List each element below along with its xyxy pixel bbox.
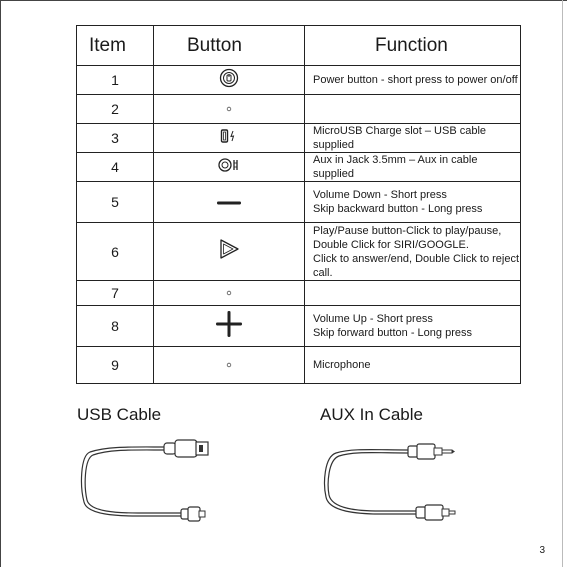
function-description: Microphone: [305, 347, 521, 384]
item-number: 9: [77, 347, 154, 384]
item-number: 4: [77, 153, 154, 182]
page-edge-top: [0, 0, 567, 1]
usb-cable-title: USB Cable: [77, 405, 162, 424]
item-number: 5: [77, 182, 154, 223]
function-description: [305, 95, 521, 124]
table-row: [77, 182, 521, 223]
table-row: [77, 66, 521, 95]
function-description: MicroUSB Charge slot – USB cable supplied: [305, 124, 521, 153]
microusb-charge-icon: [220, 128, 238, 144]
header-item: Item: [77, 26, 154, 66]
button-function-table: [76, 25, 521, 384]
play-icon: [218, 238, 240, 260]
table-row: [77, 281, 521, 306]
table-row: [77, 124, 521, 153]
table-row: [77, 95, 521, 124]
item-number: 3: [77, 124, 154, 153]
small-dot-icon: [225, 289, 233, 297]
header-button: Button: [154, 26, 305, 66]
function-description: Volume Up - Short press Skip forward button - Long press: [305, 306, 521, 347]
power-icon: [219, 68, 239, 88]
function-description: [305, 281, 521, 306]
aux-cable-title: AUX In Cable: [320, 405, 423, 424]
table-row: [77, 306, 521, 347]
page-number: 3: [539, 545, 545, 556]
page-edge-right: [562, 0, 563, 567]
item-number: 2: [77, 95, 154, 124]
header-function: Function: [305, 26, 521, 66]
item-number: 6: [77, 223, 154, 281]
item-number: 8: [77, 306, 154, 347]
minus-icon: [216, 200, 242, 206]
function-description: Power button - short press to power on/off: [305, 66, 521, 95]
small-dot-icon: [225, 105, 233, 113]
table-row: [77, 223, 521, 281]
aux-cable-illustration: [318, 432, 458, 527]
table-row: [77, 153, 521, 182]
item-number: 1: [77, 66, 154, 95]
aux-jack-icon: [218, 157, 240, 173]
table-header-row: [77, 26, 521, 66]
table-row: [77, 347, 521, 384]
function-description: Play/Pause button-Click to play/pause, Double Click for SIRI/GOOGLE. Click to answer/end, Double Click to reject call.: [305, 223, 521, 281]
item-number: 7: [77, 281, 154, 306]
usb-cable-illustration: [78, 432, 213, 527]
function-description: Volume Down - Short press Skip backward button - Long press: [305, 182, 521, 223]
page-edge-left: [0, 0, 1, 567]
plus-icon: [215, 310, 243, 338]
small-dot-icon: [225, 361, 233, 369]
function-description: Aux in Jack 3.5mm – Aux in cable supplied: [305, 153, 521, 182]
